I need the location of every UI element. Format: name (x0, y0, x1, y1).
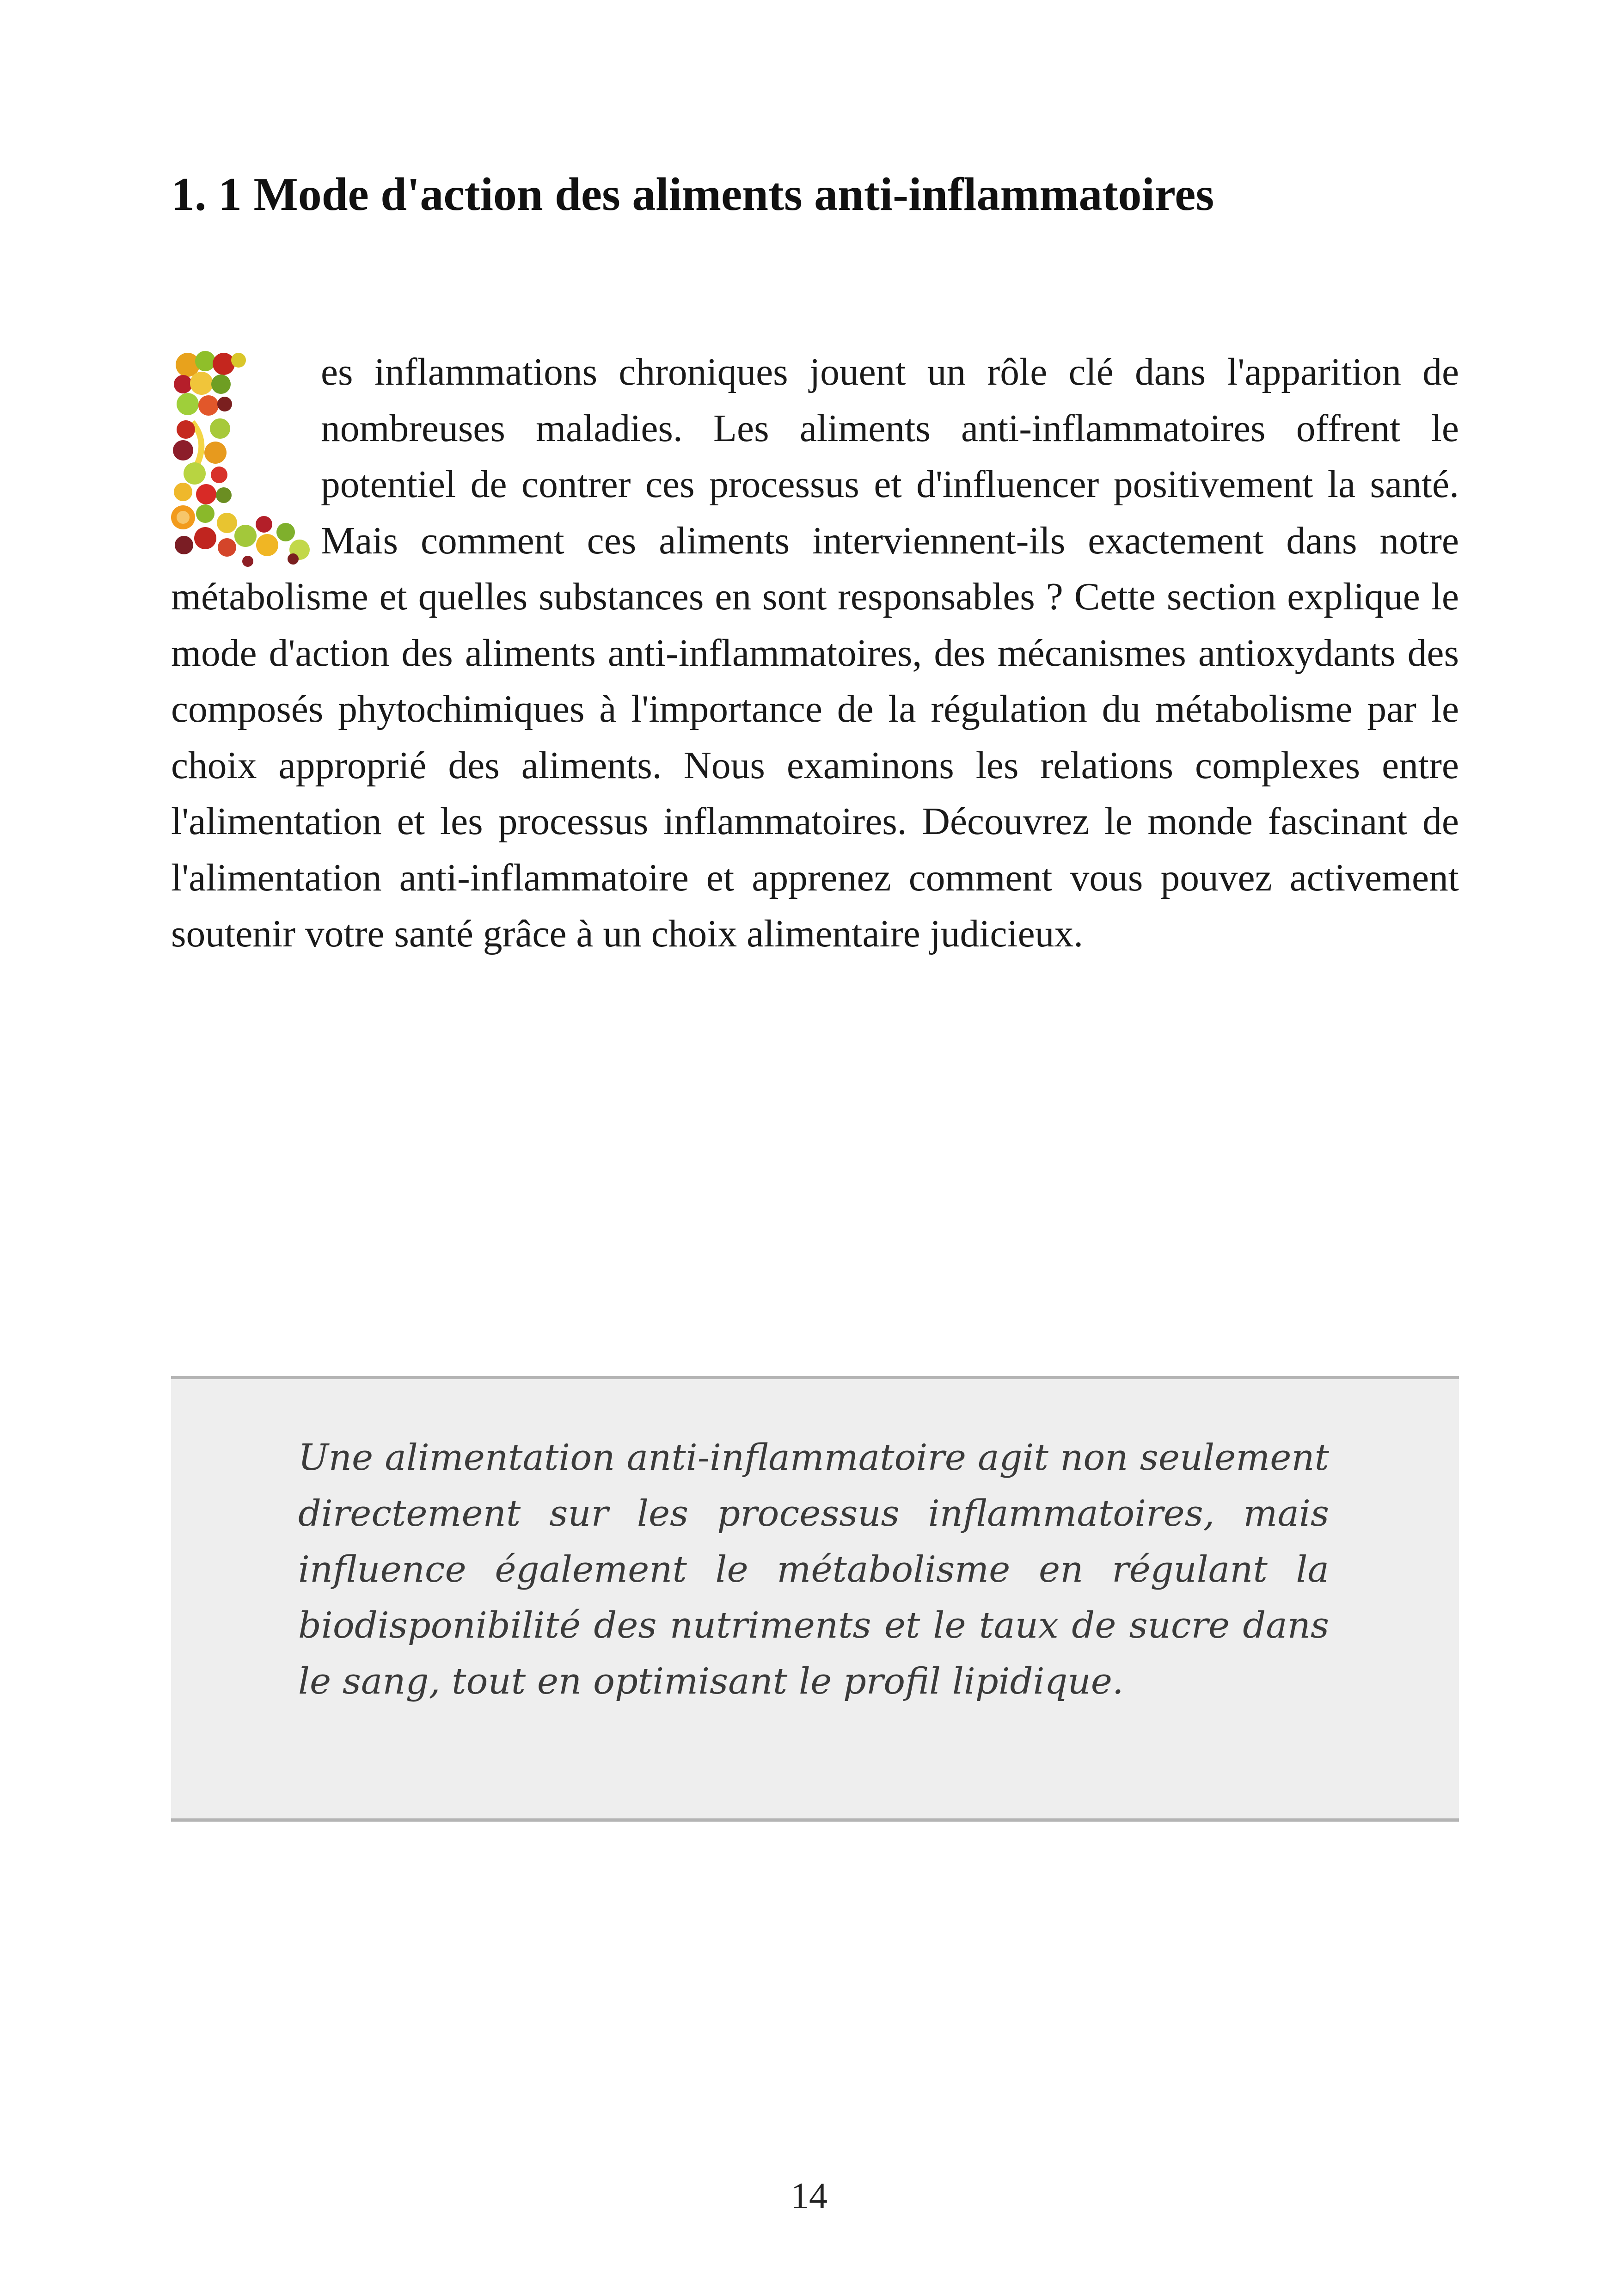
callout-box (171, 1376, 1459, 1822)
body-text: es inflammations chroniques jouent un rôle clé dans l'apparition de nombreuses maladies. Les aliments anti-inflammatoires offrent le potentiel de contrer ces processus et d'influencer positivement la santé. Mais comment ces aliments interviennent-ils exactement dans notre métabolisme et quelles substances en sont responsables ? Cette section explique le mode d'action des aliments anti-inflammatoires, des mécanismes antioxydants des composés phytochimiques à l'importance de la régulation du métabolisme par le choix approprié des aliments. Nous examinons les relations complexes entre l'alimentation et les processus inflammatoires. Découvrez le monde fascinant de l'alimentation anti-inflammatoire et apprenez comment vous pouvez activement soutenir votre santé grâce à un choix alimentaire judicieux. (171, 351, 1459, 955)
body-paragraph (171, 344, 1459, 963)
fruit-letter-l-icon (169, 351, 313, 568)
callout-text: Une alimentation anti-inflammatoire agit non seulement directement sur les processus inflammatoires, mais influence également le métabolisme en régulant la biodisponibilité des nutriments et le taux de sucre dans le sang, tout en optimisant le profil lipidique. (298, 1437, 1329, 1702)
page-number: 14 (791, 2176, 827, 2216)
section-title: 1. 1 Mode d'action des aliments anti-inflammatoires (171, 168, 1214, 221)
